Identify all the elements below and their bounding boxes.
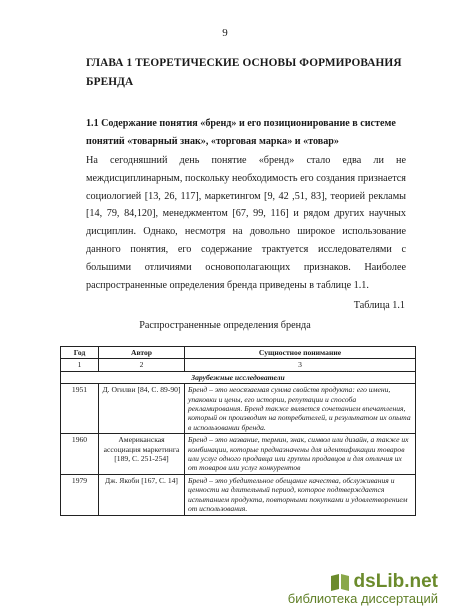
group-row (61, 371, 416, 383)
header-author: Автор (99, 347, 185, 359)
row-year: 1960 (61, 434, 99, 475)
row-year: 1951 (61, 384, 99, 434)
section-title: 1.1 Содержание понятия «бренд» и его позиционирование в системе понятий «товарный знак», «торговая марка» и «товар» (86, 118, 396, 147)
group-label: Зарубежные исследователи (61, 371, 416, 383)
page-number: 9 (222, 27, 228, 39)
row-author: Дж. Якоби [167, С. 14] (99, 474, 185, 515)
table-row (61, 434, 416, 475)
watermark-site-line (288, 571, 438, 593)
column-number: 3 (185, 359, 416, 371)
watermark-tagline: библиотека диссертаций (287, 591, 438, 606)
table-row (61, 474, 416, 515)
row-definition: Бренд – это неосязаемая сумма свойств продукта: его имени, упаковки и цены, его истории, репутации и способа рекламирования. Бренд также является сочетанием впечатления, который он производит на потребителей, и результатом их опыта в использовании бренда. (185, 384, 416, 434)
row-definition: Бренд – это название, термин, знак, символ или дизайн, а также их комбинации, которые предназначены для идентификации товаров или услуг одного продавца или группы продавцов и для отличия их от товаров или услуг конкурентов (185, 434, 416, 475)
table-caption: Таблица 1.1 (353, 300, 405, 311)
header-year: Год (61, 347, 99, 359)
column-number-row (61, 359, 416, 371)
book-logo-icon (329, 572, 351, 592)
body-paragraph: На сегодняшний день понятие «бренд» стало едва ли не междисциплинарным, поскольку необходимость его создания признается социологией [13, 26, 117], маркетингом [9, 42 ,51, 83], теорией рекламы [14, 79, 84,120], менеджментом [67, 99, 116] и рядом других научных дисциплин. Однако, несмотря на довольно широкое использование данного понятия, его содержание трактуется исследователями с большими отличиями основополагающих признаков. Наиболее распространенные определения бренда приведены в таблице 1.1. (86, 155, 406, 291)
row-author: Американская ассоциация маркетинга [189, С. 251-254] (99, 434, 185, 475)
table-title: Распространенные определения бренда (139, 320, 311, 331)
table-header-row (61, 347, 416, 359)
column-number: 1 (61, 359, 99, 371)
watermark[interactable] (288, 571, 438, 606)
column-number: 2 (99, 359, 185, 371)
definitions-table (60, 346, 416, 516)
row-year: 1979 (61, 474, 99, 515)
header-definition: Сущностное понимание (185, 347, 416, 359)
row-definition: Бренд – это убедительное обещание качества, обслуживания и ценности на длительный период, которое подтверждается испытанием продукта, повторными покупками и удовлетворением от использования. (185, 474, 416, 515)
watermark-site: dsLib.net (353, 571, 438, 592)
row-author: Д. Огилви [84, С. 89-90] (99, 384, 185, 434)
chapter-title: ГЛАВА 1 ТЕОРЕТИЧЕСКИЕ ОСНОВЫ ФОРМИРОВАНИЯ БРЕНДА (86, 57, 402, 88)
table-row (61, 384, 416, 434)
